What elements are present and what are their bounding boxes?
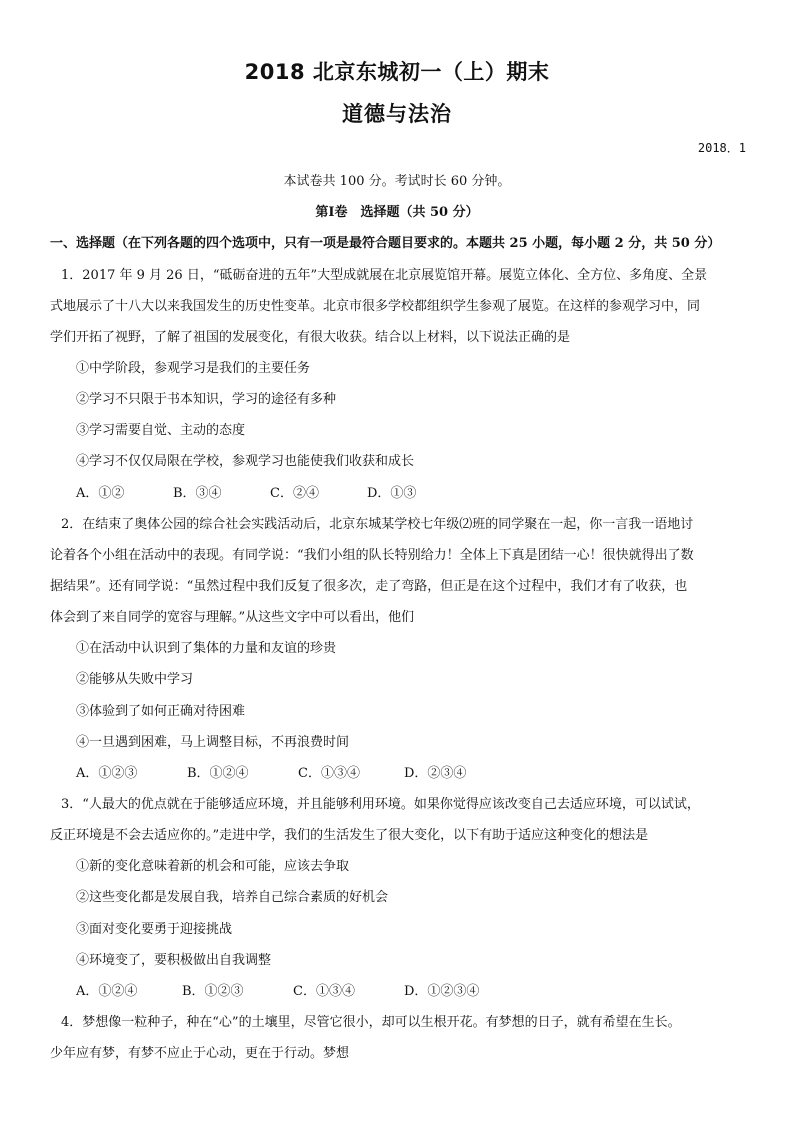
choice-b[interactable]: B．③④ bbox=[173, 486, 222, 501]
exam-date: 2018．1 bbox=[697, 141, 746, 155]
choice-a[interactable]: A．①②③ bbox=[76, 766, 138, 781]
question-2-choices bbox=[76, 762, 466, 781]
choice-a[interactable]: A．①② bbox=[76, 486, 125, 501]
question-2-statement: ①在活动中认识到了集体的力量和友谊的珍贵 bbox=[76, 641, 337, 656]
question-2-line-4: 体会到了来自同学的宽容与理解。”从这些文字中可以看出，他们 bbox=[50, 610, 415, 625]
question-1-statement: ②学习不只限于书本知识，学习的途径有多种 bbox=[76, 392, 337, 407]
choice-d[interactable]: D．①③ bbox=[367, 486, 417, 501]
exam-intro: 本试卷共 100 分。考试时长 60 分钟。 bbox=[283, 174, 511, 189]
choice-c[interactable]: C．②④ bbox=[270, 486, 319, 501]
choice-c[interactable]: C．①③④ bbox=[298, 766, 360, 781]
question-4-line-2: 少年应有梦，有梦不应止于心动，更在于行动。梦想 bbox=[50, 1046, 350, 1061]
question-2-line-3: 据结果”。还有同学说：“虽然过程中我们反复了很多次，走了弯路，但正是在这个过程中，我们才有了收获，也 bbox=[50, 579, 688, 594]
question-2-line-2: 论着各个小组在活动中的表现。有同学说：“我们小组的队长特别给力！全体上下真是团结一心！很快就得出了数 bbox=[50, 548, 694, 563]
question-3-line-2: 反正环境是不会去适应你的。”走进中学，我们的生活发生了很大变化，以下有助于适应这种变化的想法是 bbox=[50, 828, 649, 843]
question-1-statement: ④学习不仅仅局限在学校，参观学习也能使我们收获和成长 bbox=[76, 454, 415, 469]
choice-d[interactable]: D．②③④ bbox=[404, 766, 467, 781]
choice-d[interactable]: D．①②③④ bbox=[404, 984, 480, 999]
choice-b[interactable]: B．①②③ bbox=[182, 984, 244, 999]
question-3-statement: ④环境变了，要积极做出自我调整 bbox=[76, 953, 272, 968]
question-1-line-2: 式地展示了十八大以来我国发生的历史性变革。北京市很多学校都组织学生参观了展览。在这样的参观学习中，同 bbox=[50, 299, 701, 314]
subject-title: 道德与法治 bbox=[342, 102, 452, 126]
choice-b[interactable]: B．①②④ bbox=[187, 766, 249, 781]
question-3-statement: ①新的变化意味着新的机会和可能，应该去争取 bbox=[76, 859, 350, 874]
question-1-statement: ③学习需要自觉、主动的态度 bbox=[76, 423, 246, 438]
section-title: 一、选择题（在下列各题的四个选项中，只有一项是最符合题目要求的。本题共 25 小题，每小题 2 分，共 50 分） bbox=[50, 236, 721, 251]
question-2-statement: ④一旦遇到困难，马上调整目标，不再浪费时间 bbox=[76, 735, 350, 750]
question-1-statement: ①中学阶段，参观学习是我们的主要任务 bbox=[76, 361, 311, 376]
part-title: 第Ⅰ卷 选择题（共 50 分） bbox=[315, 205, 479, 220]
question-3-statement: ③面对变化要勇于迎接挑战 bbox=[76, 922, 233, 937]
question-3-choices bbox=[76, 980, 479, 999]
question-3-statement: ②这些变化都是发展自我，培养自己综合素质的好机会 bbox=[76, 890, 389, 905]
choice-c[interactable]: C．①③④ bbox=[293, 984, 355, 999]
question-2-statement: ②能够从失败中学习 bbox=[76, 672, 194, 687]
question-2-statement: ③体验到了如何正确对待困难 bbox=[76, 704, 246, 719]
question-1-line-3: 学们开拓了视野，了解了祖国的发展变化，有很大收获。结合以上材料，以下说法正确的是 bbox=[50, 330, 571, 345]
exam-title: 2018 北京东城初一（上）期末 bbox=[244, 60, 550, 84]
choice-a[interactable]: A．①②④ bbox=[76, 984, 138, 999]
question-1-choices bbox=[76, 482, 416, 501]
